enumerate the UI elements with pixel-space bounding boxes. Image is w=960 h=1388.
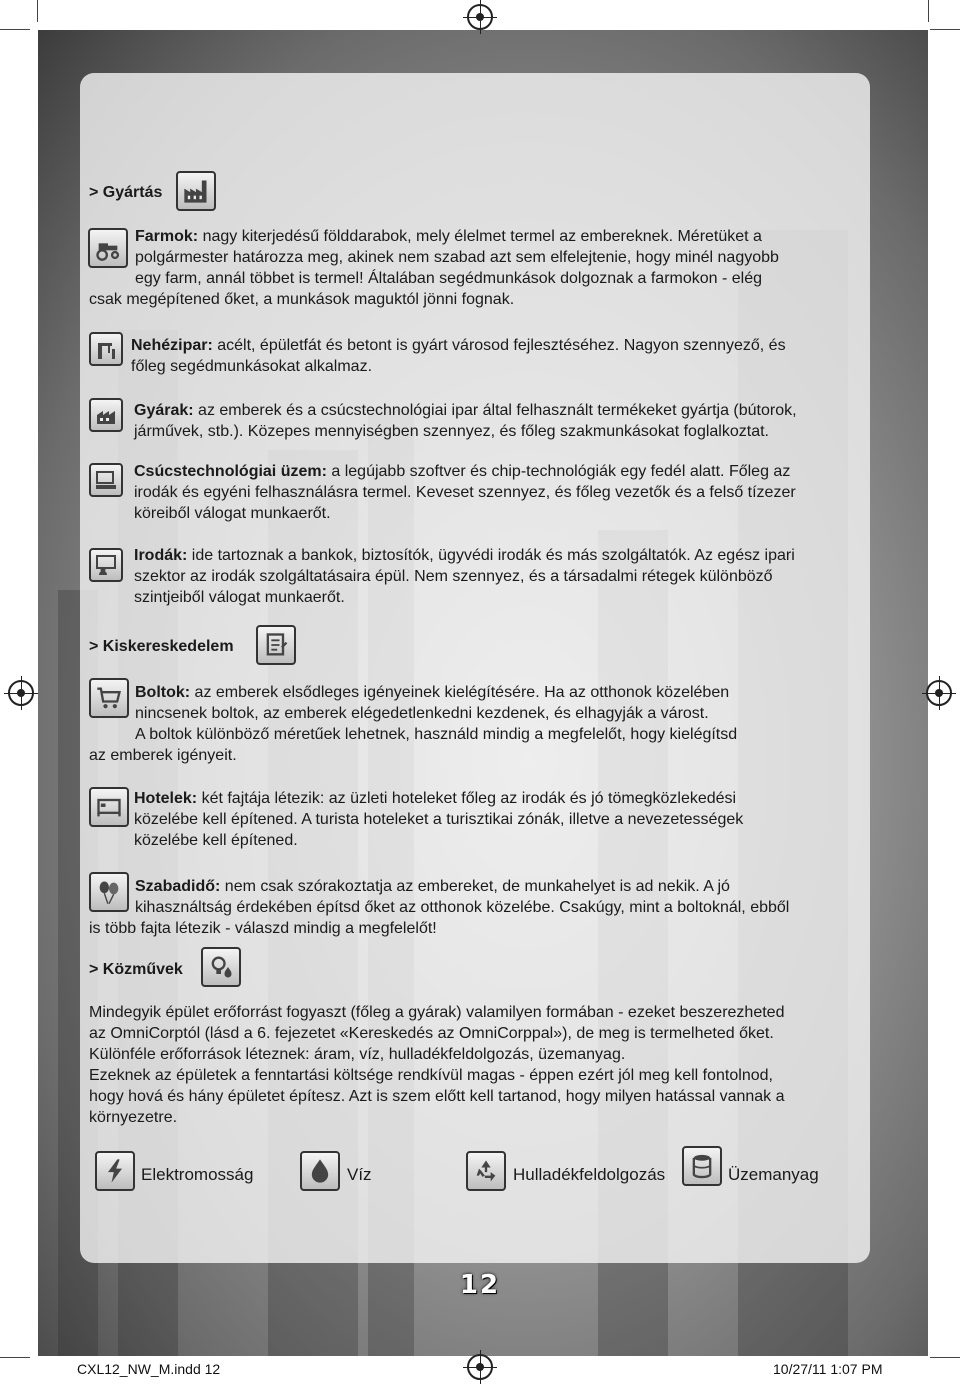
registration-mark-bottom xyxy=(467,1354,493,1380)
csucstech-line-1: a legújabb szoftver és chip-technológiák egy fedél alatt. Főleg az xyxy=(326,463,791,480)
registration-mark-top xyxy=(467,4,493,30)
hotelek-line-2: közelébe kell építened. A turista hoteleket a turisztikai zónák, illetve a nevezetességek xyxy=(134,811,744,828)
szabadido-line-1: nem csak szórakoztatja az embereket, de munkahelyet is ad nekik. A jó xyxy=(220,878,730,895)
fuel-barrel-icon xyxy=(682,1146,722,1186)
lightbulb-water-icon xyxy=(201,947,241,987)
crane-icon xyxy=(89,332,123,366)
crop-mark xyxy=(928,0,929,22)
page-number: 12 xyxy=(459,1270,501,1300)
boltok-line-2: nincsenek boltok, az emberek elégedetlenkedni kezdenek, és elhagyják a várost. xyxy=(135,705,709,722)
irodak-line-1: ide tartoznak a bankok, biztosítók, ügyvédi irodák és más szolgáltatók. Az egész ipari xyxy=(187,547,795,564)
utility-label-viz: Víz xyxy=(347,1165,372,1184)
hotelek-line-1: két fajtája létezik: az üzleti hoteleket főleg az irodák és jó tömegközlekedési xyxy=(197,790,737,807)
csucstech-line-3: köreiből válogat munkaerőt. xyxy=(134,505,331,522)
irodak-line-3: szintjeiből válogat munkaerőt. xyxy=(134,589,345,606)
szabadido-line-3: is több fajta létezik - válaszd mindig a megfelelőt! xyxy=(89,920,437,937)
gyarak-paragraph xyxy=(134,400,874,442)
registration-mark-left xyxy=(8,680,34,706)
boltok-paragraph xyxy=(89,682,869,766)
nehezipar-paragraph xyxy=(131,335,871,377)
csucstech-paragraph xyxy=(134,461,874,524)
kozmuvek-line-3: Különféle erőforrások léteznek: áram, víz, hulladékfeldolgozás, üzemanyag. xyxy=(89,1046,626,1063)
crop-mark xyxy=(0,29,30,30)
section-heading-kiskereskedelem: > Kiskereskedelem xyxy=(89,638,234,655)
hotelek-paragraph xyxy=(134,788,874,851)
farmok-term: Farmok: xyxy=(135,228,199,245)
csucstech-line-2: irodák és egyéni felhasználásra termel. Keveset szennyez, és főleg vezetők és a felső tízezer xyxy=(134,484,796,501)
lightning-icon xyxy=(95,1151,135,1191)
gyarak-line-2: járművek, stb.). Közepes mennyiségben szennyez, és főleg szakmunkásokat foglalkoztat. xyxy=(134,423,769,440)
notepad-icon xyxy=(256,625,296,665)
hotelek-line-3: közelébe kell építened. xyxy=(134,832,298,849)
boltok-term: Boltok: xyxy=(135,684,191,701)
gyarak-term: Gyárak: xyxy=(134,402,194,419)
szabadido-line-2: kihasználtság érdekében építsd őket az otthonok közelébe. Csakúgy, mint a boltoknál, ebből xyxy=(135,899,790,916)
nehezipar-term: Nehézipar: xyxy=(131,337,213,354)
kozmuvek-line-2: az OmniCorptól (lásd a 6. fejezetet «Kereskedés az OmniCorppal»), de meg is termelheted őket. xyxy=(89,1025,774,1042)
boltok-line-4: az emberek igényeit. xyxy=(89,747,237,764)
crop-mark xyxy=(0,1357,30,1358)
gyarak-line-1: az emberek és a csúcstechnológiai ipar által felhasznált termékeket gyártja (bútorok, xyxy=(193,402,797,419)
farmok-line-4: csak megépítened őket, a munkások maguktól jönni fognak. xyxy=(89,291,515,308)
nehezipar-line-1: acélt, épületfát és betont is gyárt városod fejlesztéséhez. Nagyon szennyező, és xyxy=(212,337,786,354)
irodak-term: Irodák: xyxy=(134,547,188,564)
kozmuvek-line-5: hogy hová és hány épületet építesz. Azt is szem előtt kell tartanod, hogy milyen hatással vannak a xyxy=(89,1088,785,1105)
utility-label-elektromossag: Elektromosság xyxy=(141,1165,254,1184)
crop-mark xyxy=(37,0,38,22)
irodak-line-2: szektor az irodák szolgáltatásaira épül. Nem szennyez, és a társadalmi rétegek különböző xyxy=(134,568,773,585)
boltok-line-1: az emberek elsődleges igényeinek kielégítésére. Ha az otthonok közelében xyxy=(190,684,730,701)
kozmuvek-line-4: Ezeknek az épületek a fenntartási költsége rendkívül magas - éppen ezért jól meg kell fontolnod, xyxy=(89,1067,773,1084)
section-heading-gyartas: > Gyártás xyxy=(89,184,163,201)
utility-label-uzemanyag: Üzemanyag xyxy=(728,1165,819,1184)
kozmuvek-line-6: környezetre. xyxy=(89,1109,178,1126)
factory-icon xyxy=(176,171,216,211)
recycle-icon xyxy=(466,1151,506,1191)
farmok-line-2: polgármester határozza meg, akinek nem szabad azt sem elfelejtenie, hogy minél nagyobb xyxy=(135,249,779,266)
crop-mark xyxy=(930,1357,960,1358)
csucstech-term: Csúcstechnológiai üzem: xyxy=(134,463,327,480)
irodak-paragraph xyxy=(134,545,874,608)
water-drop-icon xyxy=(300,1151,340,1191)
computer-icon xyxy=(89,463,123,497)
section-heading-kozmuvek: > Közművek xyxy=(89,961,183,978)
crop-mark xyxy=(930,29,960,30)
farmok-line-1: nagy kiterjedésű földdarabok, mely élelmet termel az embereknek. Méretüket a xyxy=(198,228,762,245)
kozmuvek-line-1: Mindegyik épület erőforrást fogyaszt (főleg a gyárak) valamilyen formában - ezeket beszerezheted xyxy=(89,1004,785,1021)
slug-date: 10/27/11 1:07 PM xyxy=(773,1361,883,1377)
szabadido-paragraph xyxy=(89,876,869,939)
farmok-line-3: egy farm, annál többet is termel! Általában segédmunkások dolgoznak a farmokon - elég xyxy=(135,270,763,287)
slug-file: CXL12_NW_M.indd 12 xyxy=(77,1361,221,1377)
hotelek-term: Hotelek: xyxy=(134,790,198,807)
nehezipar-line-2: főleg segédmunkásokat alkalmaz. xyxy=(131,358,373,375)
szabadido-term: Szabadidő: xyxy=(135,878,221,895)
bed-icon xyxy=(89,787,129,827)
registration-mark-right xyxy=(926,680,952,706)
farmok-paragraph xyxy=(89,226,869,310)
boltok-line-3: A boltok különböző méretűek lehetnek, használd mindig a megfelelőt, hogy kielégítsd xyxy=(135,726,738,743)
office-worker-icon xyxy=(89,548,123,582)
factory-building-icon xyxy=(89,398,123,432)
utility-label-hulladek: Hulladékfeldolgozás xyxy=(513,1165,666,1184)
kozmuvek-paragraph xyxy=(89,1002,869,1128)
